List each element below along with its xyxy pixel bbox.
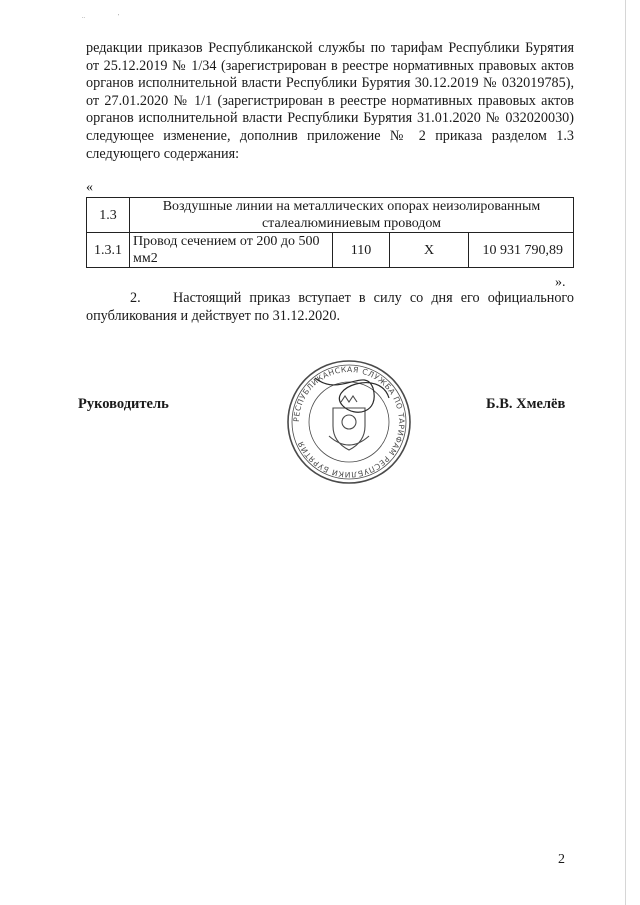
row-number-cell: 1.3.1 (87, 233, 130, 268)
scan-mark: .. (82, 14, 85, 20)
section-title-cell: Воздушные линии на металлических опорах неизолированным сталеалюминиевым проводом (130, 198, 574, 233)
section-number-cell: 1.3 (87, 198, 130, 233)
tariff-table (86, 197, 574, 268)
closing-quote: ». (555, 275, 566, 290)
row-x-cell: X (390, 233, 469, 268)
row-code-cell: 110 (333, 233, 390, 268)
signatory-position: Руководитель (78, 396, 169, 412)
page-number: 2 (558, 852, 565, 867)
scan-mark: ' (118, 14, 120, 20)
official-seal-image (285, 358, 413, 486)
scan-edge-line (625, 0, 626, 905)
coat-of-arms-icon (329, 396, 369, 450)
seal-outer-text: РЕСПУБЛИКАНСКАЯ СЛУЖБА ПО ТАРИФАМ РЕСПУБЛИКИ БУРЯТИЯ (291, 364, 407, 480)
paragraph-amendments: редакции приказов Республиканской службы по тарифам Республики Бурятия от 25.12.2019 № 1/34 (зарегистрирован в реестре нормативных правовых актов органов исполнительной власти Республики Бурятия 30.12.2019 № 032019785), от 27.01.2020 № 1/1 (зарегистрирован в реестре нормативных правовых актов органов исполнительной власти Республики Бурятия 31.01.2020 № 032020030) следующее изменение, дополнив приложение № 2 приказа разделом 1.3 следующего содержания: (86, 40, 574, 162)
paragraph-effective-date: 2. Настоящий приказ вступает в силу со дня его официального опубликования и действует по 31.12.2020. (86, 290, 574, 324)
table-row (87, 233, 574, 268)
row-value-cell: 10 931 790,89 (469, 233, 574, 268)
row-name-cell: Провод сечением от 200 до 500 мм2 (130, 233, 333, 268)
signatory-name: Б.В. Хмелёв (486, 396, 566, 412)
opening-quote: « (86, 180, 93, 195)
table-section-row (87, 198, 574, 233)
